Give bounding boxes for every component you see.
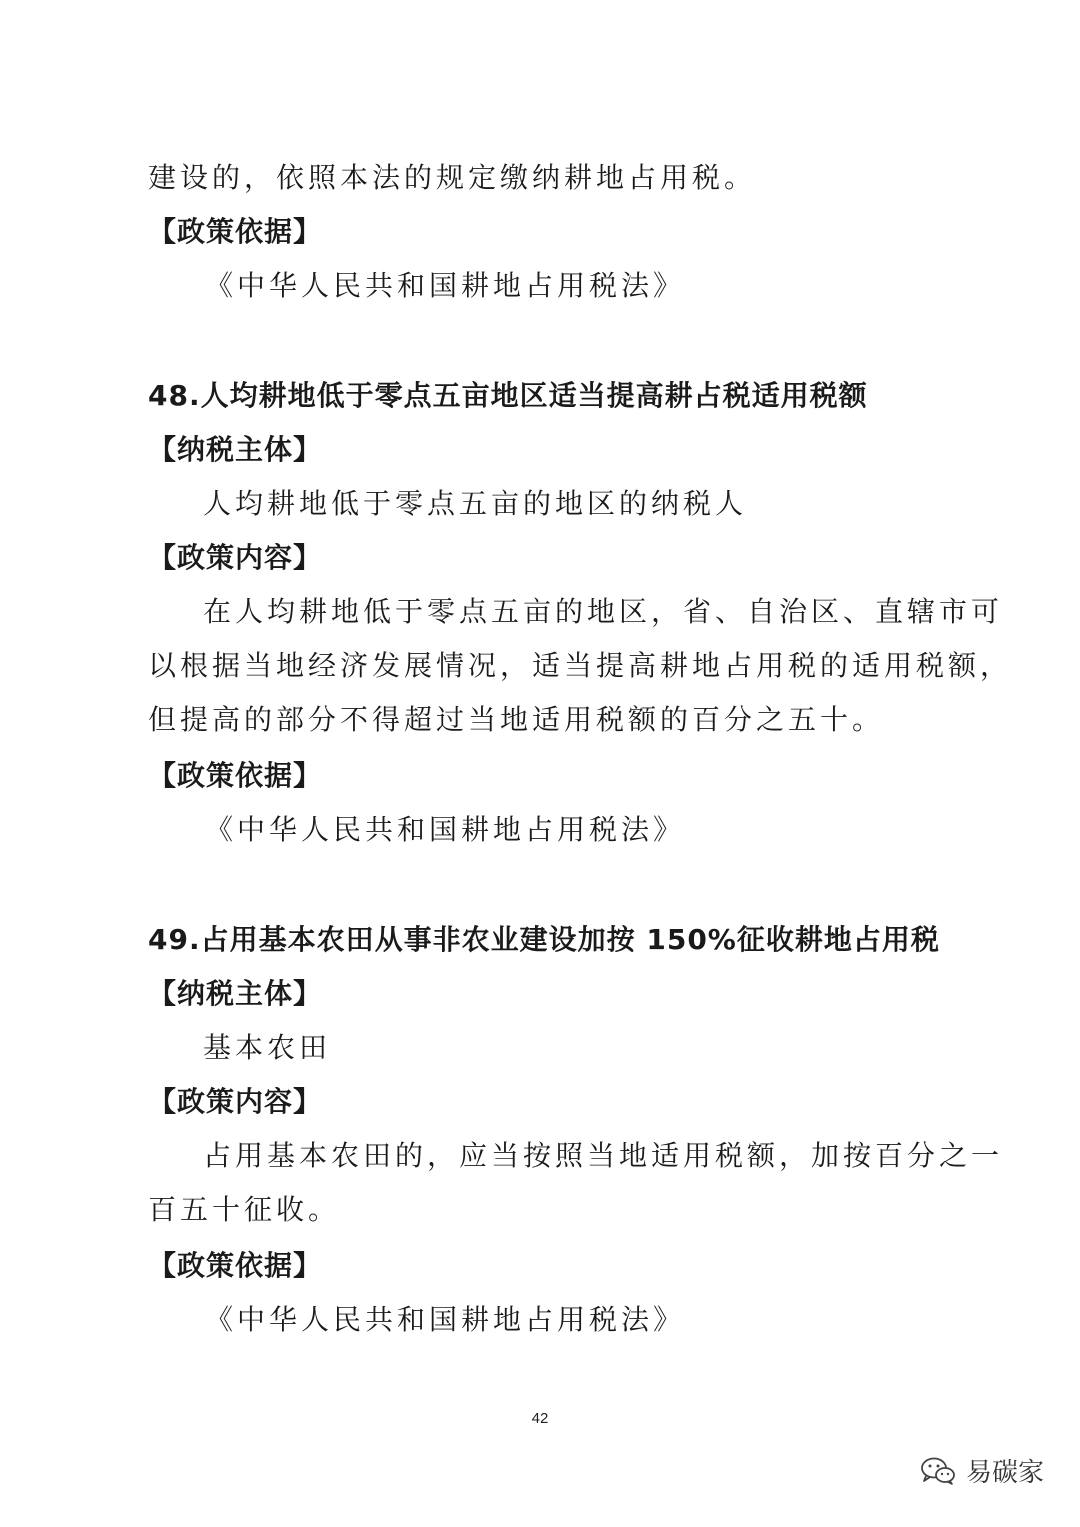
section-48-subject-text: 人均耕地低于零点五亩的地区的纳税人 bbox=[203, 487, 748, 520]
watermark-text: 易碳家 bbox=[965, 1458, 1044, 1488]
section-48-content-line-2: 以根据当地经济发展情况，适当提高耕地占用税的适用税额， bbox=[148, 649, 1013, 682]
section-49-content-label: 【政策内容】 bbox=[148, 1085, 323, 1118]
section-49-subject-text: 基本农田 bbox=[203, 1031, 332, 1064]
page-number: 42 bbox=[531, 1410, 549, 1427]
intro-basis-label: 【政策依据】 bbox=[148, 215, 323, 248]
section-48-content-label: 【政策内容】 bbox=[148, 541, 323, 574]
section-48-content-line-3: 但提高的部分不得超过当地适用税额的百分之五十。 bbox=[148, 703, 885, 736]
section-49-basis-label: 【政策依据】 bbox=[148, 1249, 323, 1282]
section-49-content-line-2: 百五十征收。 bbox=[148, 1193, 341, 1226]
section-49-basis-text: 《中华人民共和国耕地占用税法》 bbox=[205, 1303, 686, 1336]
intro-basis-text: 《中华人民共和国耕地占用税法》 bbox=[205, 269, 686, 302]
section-48-subject-label: 【纳税主体】 bbox=[148, 433, 323, 466]
section-48-content-line-1: 在人均耕地低于零点五亩的地区，省、自治区、直辖市可 bbox=[203, 595, 1004, 628]
section-49-content-line-1: 占用基本农田的，应当按照当地适用税额，加按百分之一 bbox=[203, 1139, 1004, 1172]
section-48-title: 48.人均耕地低于零点五亩地区适当提高耕占税适用税额 bbox=[148, 379, 868, 412]
section-48-basis-text: 《中华人民共和国耕地占用税法》 bbox=[205, 813, 686, 846]
section-49-title: 49.占用基本农田从事非农业建设加按 150%征收耕地占用税 bbox=[148, 923, 940, 956]
wechat-icon bbox=[920, 1456, 956, 1486]
section-48-basis-label: 【政策依据】 bbox=[148, 759, 323, 792]
section-49-subject-label: 【纳税主体】 bbox=[148, 977, 323, 1010]
intro-continuation-text: 建设的，依照本法的规定缴纳耕地占用税。 bbox=[148, 161, 757, 194]
watermark bbox=[920, 1452, 1044, 1489]
